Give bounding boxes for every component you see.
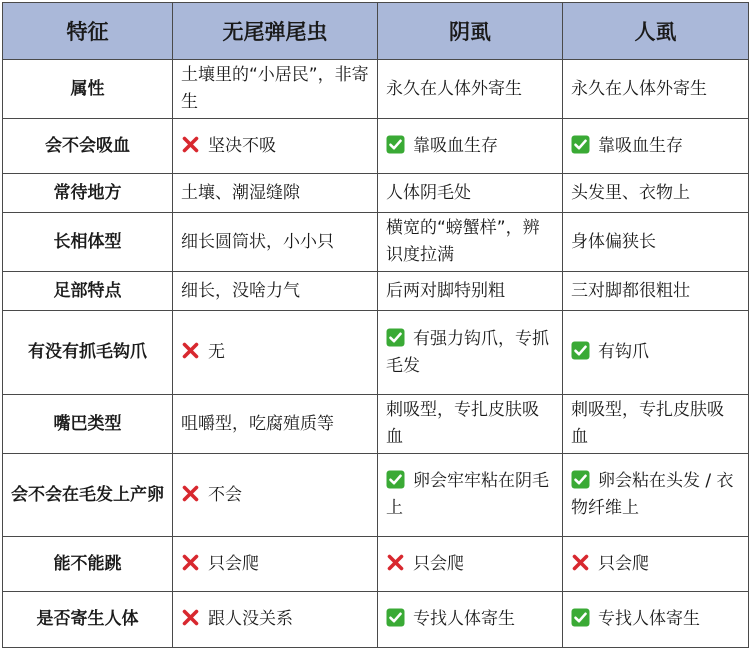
cell-text: 专找人体寄生 <box>413 609 515 629</box>
table-row <box>3 174 749 213</box>
table-row <box>3 272 749 311</box>
cell-text: 卵会牢牢粘在阴毛上 <box>386 471 549 518</box>
cell-pubic-louse <box>378 174 563 213</box>
cell-text: 身体偏狭长 <box>571 231 656 252</box>
cross-icon <box>181 484 200 503</box>
header-springtail: 无尾弹尾虫 <box>173 3 378 60</box>
cell-text: 跟人没关系 <box>208 609 293 629</box>
check-icon <box>386 328 405 347</box>
cell-text: 只会爬 <box>598 553 649 574</box>
cell-human-louse <box>563 454 749 537</box>
header-feature: 特征 <box>3 3 173 60</box>
feature-label: 有没有抓毛钩爪 <box>3 311 173 395</box>
check-icon <box>386 470 405 489</box>
cross-icon <box>571 553 590 572</box>
cell-text: 永久在人体外寄生 <box>386 78 522 99</box>
check-icon <box>386 608 405 627</box>
feature-label: 长相体型 <box>3 213 173 272</box>
cell-human-louse <box>563 174 749 213</box>
cross-icon <box>181 608 200 627</box>
table-row <box>3 213 749 272</box>
cell-text: 卵会粘在头发 / 衣物纤维上 <box>571 471 734 518</box>
cell-text: 靠吸血生存 <box>413 135 498 156</box>
cell-text: 有钩爪 <box>598 342 649 362</box>
cell-pubic-louse <box>378 592 563 648</box>
cross-icon <box>181 135 200 154</box>
cell-text: 只会爬 <box>208 553 259 574</box>
cell-springtail <box>173 119 378 174</box>
check-icon <box>571 608 590 627</box>
table-row <box>3 537 749 592</box>
feature-label: 足部特点 <box>3 272 173 311</box>
cell-text: 土壤、潮湿缝隙 <box>181 182 300 203</box>
feature-label: 能不能跳 <box>3 537 173 592</box>
cell-human-louse <box>563 537 749 592</box>
cell-springtail <box>173 174 378 213</box>
cell-text: 坚决不吸 <box>208 135 276 156</box>
cell-springtail <box>173 311 378 395</box>
cell-text: 细长圆筒状，小小只 <box>181 231 334 252</box>
cell-pubic-louse <box>378 311 563 395</box>
header-human-louse: 人虱 <box>563 3 749 60</box>
feature-label: 嘴巴类型 <box>3 395 173 454</box>
cell-springtail <box>173 395 378 454</box>
check-icon <box>571 470 590 489</box>
check-icon <box>571 135 590 154</box>
cell-text: 土壤里的“小居民”，非寄生 <box>181 65 369 112</box>
cross-icon <box>386 553 405 572</box>
cell-text: 三对脚都很粗壮 <box>571 280 690 301</box>
cell-text: 不会 <box>208 484 242 505</box>
cell-pubic-louse <box>378 454 563 537</box>
cell-text: 刺吸型，专扎皮肤吸血 <box>386 400 539 447</box>
cell-human-louse <box>563 60 749 119</box>
cell-springtail <box>173 537 378 592</box>
cell-text: 细长，没啥力气 <box>181 280 300 301</box>
cell-pubic-louse <box>378 119 563 174</box>
cell-springtail <box>173 454 378 537</box>
table-row <box>3 395 749 454</box>
cell-pubic-louse <box>378 537 563 592</box>
comparison-table <box>2 2 749 648</box>
cell-text: 刺吸型，专扎皮肤吸血 <box>571 400 724 447</box>
cell-human-louse <box>563 311 749 395</box>
table-row <box>3 311 749 395</box>
table-row <box>3 119 749 174</box>
cell-human-louse <box>563 119 749 174</box>
cell-human-louse <box>563 592 749 648</box>
table-row <box>3 60 749 119</box>
cell-text: 靠吸血生存 <box>598 135 683 156</box>
cell-springtail <box>173 213 378 272</box>
feature-label: 会不会在毛发上产卵 <box>3 454 173 537</box>
cell-human-louse <box>563 213 749 272</box>
feature-label: 常待地方 <box>3 174 173 213</box>
cell-pubic-louse <box>378 272 563 311</box>
header-pubic-louse: 阴虱 <box>378 3 563 60</box>
cell-text: 只会爬 <box>413 553 464 574</box>
feature-label: 会不会吸血 <box>3 119 173 174</box>
feature-label: 是否寄生人体 <box>3 592 173 648</box>
table-body <box>3 60 749 648</box>
cell-text: 头发里、衣物上 <box>571 182 690 203</box>
header-row <box>3 3 749 60</box>
cell-text: 专找人体寄生 <box>598 609 700 629</box>
cross-icon <box>181 341 200 360</box>
cell-text: 永久在人体外寄生 <box>571 78 707 99</box>
cell-pubic-louse <box>378 395 563 454</box>
cell-springtail <box>173 60 378 119</box>
cell-human-louse <box>563 395 749 454</box>
cell-pubic-louse <box>378 213 563 272</box>
cell-pubic-louse <box>378 60 563 119</box>
cell-text: 无 <box>208 342 225 362</box>
table-row <box>3 592 749 648</box>
cell-springtail <box>173 272 378 311</box>
cell-text: 横宽的“螃蟹样”，辨识度拉满 <box>386 218 540 265</box>
cross-icon <box>181 553 200 572</box>
cell-text: 人体阴毛处 <box>386 182 471 203</box>
cell-text: 有强力钩爪，专抓毛发 <box>386 328 549 376</box>
feature-label: 属性 <box>3 60 173 119</box>
check-icon <box>571 341 590 360</box>
table-row <box>3 454 749 537</box>
check-icon <box>386 135 405 154</box>
cell-text: 后两对脚特别粗 <box>386 280 505 301</box>
cell-text: 咀嚼型，吃腐殖质等 <box>181 413 334 434</box>
cell-springtail <box>173 592 378 648</box>
cell-human-louse <box>563 272 749 311</box>
